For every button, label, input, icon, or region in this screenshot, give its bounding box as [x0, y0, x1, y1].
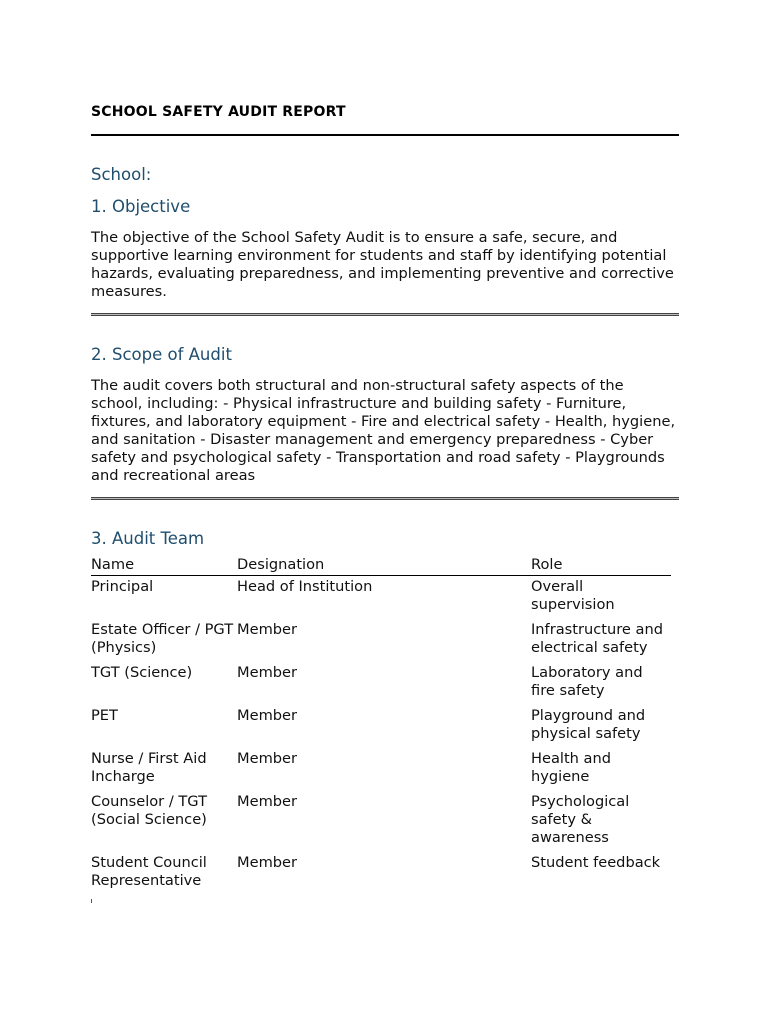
section-heading-objective: 1. Objective	[91, 197, 191, 216]
scope-text: The audit covers both structural and non-structural safety aspects of the school, including: - Physical infrastructure and building safety - Furniture, fixtures, and laboratory equipment - Fire and electrical safety - Health, hygiene, and sanitation - Disaster management and emergency preparedness - Cyber safety and psychological safety - Transportation and road safety - Playgrounds and recreational areas	[91, 377, 676, 484]
cell-designation: Member	[237, 707, 298, 724]
cell-role: Overall supervision	[531, 578, 615, 613]
cell-role: Laboratory and fire safety	[531, 664, 643, 699]
column-header-designation: Designation	[237, 554, 531, 576]
cell-name: PET	[91, 707, 118, 724]
cell-designation: Head of Institution	[237, 578, 373, 595]
section-divider	[91, 497, 679, 500]
table-end-mark	[91, 899, 92, 903]
cell-role: Psychological safety & awareness	[531, 793, 630, 846]
cell-name: Principal	[91, 578, 154, 595]
table-row	[91, 791, 671, 852]
cell-designation: Member	[237, 854, 298, 871]
cell-role: Student feedback	[531, 854, 661, 871]
table-row	[91, 619, 671, 662]
document-title: SCHOOL SAFETY AUDIT REPORT	[91, 104, 346, 120]
cell-role: Playground and physical safety	[531, 707, 646, 742]
cell-designation: Member	[237, 664, 298, 681]
column-header-name: Name	[91, 554, 237, 576]
table-row	[91, 852, 671, 895]
cell-name: Estate Officer / PGT (Physics)	[91, 621, 234, 656]
section-heading-scope: 2. Scope of Audit	[91, 345, 232, 364]
cell-name: TGT (Science)	[91, 664, 193, 681]
cell-name: Student Council Representative	[91, 854, 207, 889]
objective-text: The objective of the School Safety Audit is to ensure a safe, secure, and supportive learning environment for students and staff by identifying potential hazards, evaluating preparedness, and implementing preventive and corrective measures.	[91, 229, 674, 300]
school-label: School:	[91, 165, 152, 184]
cell-name: Counselor / TGT (Social Science)	[91, 793, 207, 828]
cell-designation: Member	[237, 621, 298, 638]
cell-designation: Member	[237, 793, 298, 810]
title-divider	[91, 134, 679, 136]
section-divider	[91, 313, 679, 316]
table-row	[91, 705, 671, 748]
table-header-row	[91, 554, 671, 576]
table-row	[91, 662, 671, 705]
cell-role: Infrastructure and electrical safety	[531, 621, 663, 656]
column-header-role: Role	[531, 554, 671, 576]
cell-name: Nurse / First Aid Incharge	[91, 750, 207, 785]
table-row	[91, 748, 671, 791]
table-row	[91, 576, 671, 620]
cell-role: Health and hygiene	[531, 750, 612, 785]
cell-designation: Member	[237, 750, 298, 767]
section-heading-audit-team: 3. Audit Team	[91, 529, 205, 548]
audit-team-table	[91, 554, 671, 895]
